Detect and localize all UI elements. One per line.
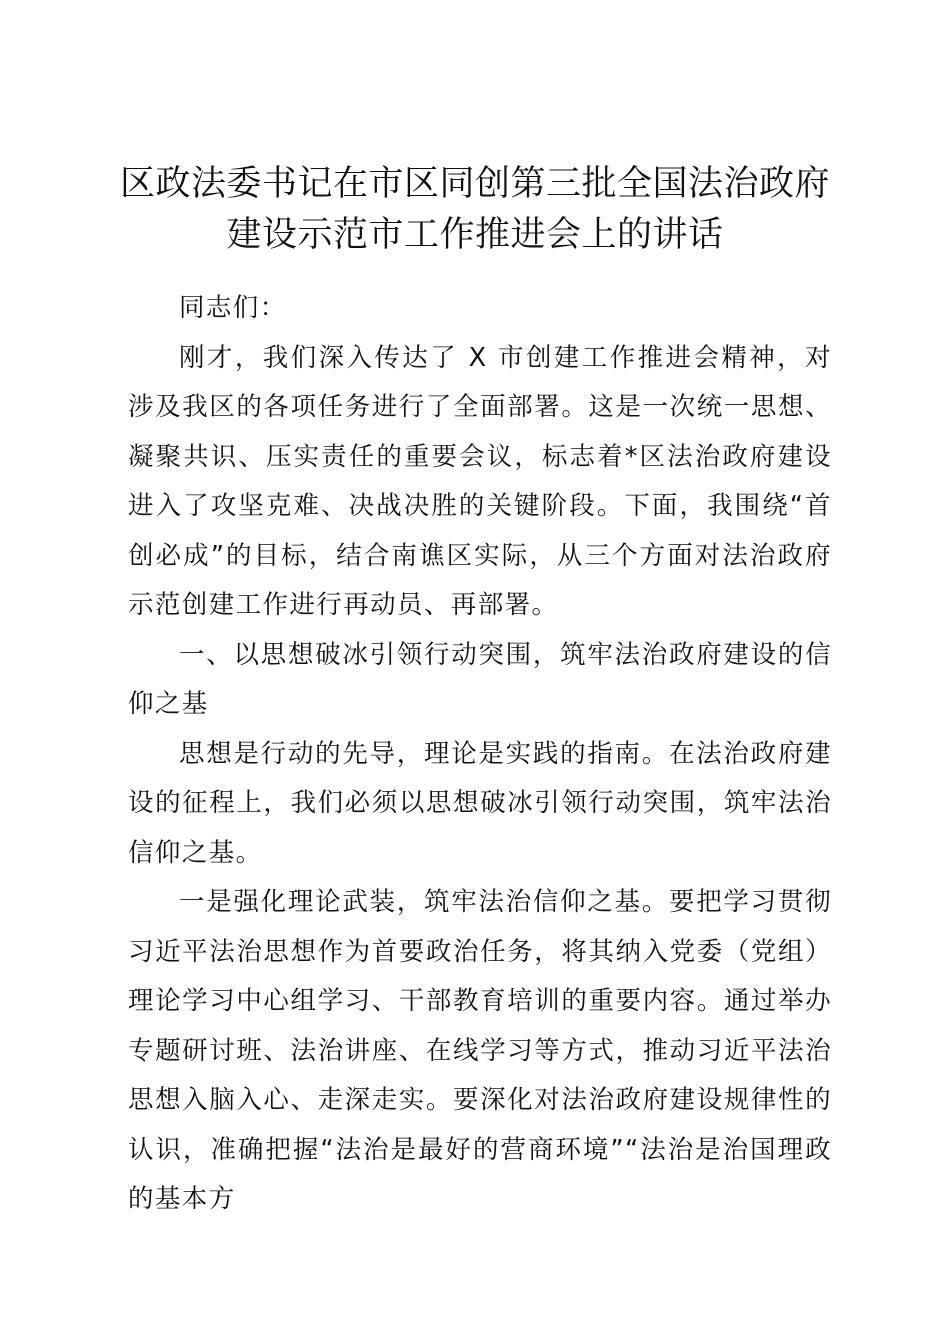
paragraph-intro: 刚才，我们深入传达了 X 市创建工作推进会精神，对涉及我区的各项任务进行了全面部署。这是一次统一思想、凝聚共识、压实责任的重要会议，标志着*区法治政府建设进入了攻坚克难、决战决胜的关键阶段。下面，我围绕“首创必成”的目标，结合南谯区实际，从三个方面对法治政府示范创建工作进行再动员、再部署。 — [128, 342, 832, 620]
document-title-line-1: 区政法委书记在市区同创第三批全国法治政府 — [120, 164, 831, 204]
paragraph-point-1: 一是强化理论武装，筑牢法治信仰之基。要把学习贯彻习近平法治思想作为首要政治任务，将其纳入党委（党组）理论学习中心组学习、干部教育培训的重要内容。通过举办专题研讨班、法治讲座、在线学习等方式，推动习近平法治思想入脑入心、走深走实。要深化对法治政府建设规律性的认识，准确把握“法治是最好的营商环境”“法治是治国理政的基本方 — [128, 887, 832, 1214]
document-title-line-2: 建设示范市工作推进会上的讲话 — [226, 215, 724, 255]
document-body — [128, 284, 832, 1225]
paragraph-section-1-intro: 思想是行动的先导，理论是实践的指南。在法治政府建设的征程上，我们必须以思想破冰引领行动突围，筑牢法治信仰之基。 — [128, 738, 832, 868]
salutation: 同志们： — [179, 293, 287, 323]
section-heading-1: 一、以思想破冰引领行动突围，筑牢法治政府建设的信仰之基 — [128, 639, 832, 719]
